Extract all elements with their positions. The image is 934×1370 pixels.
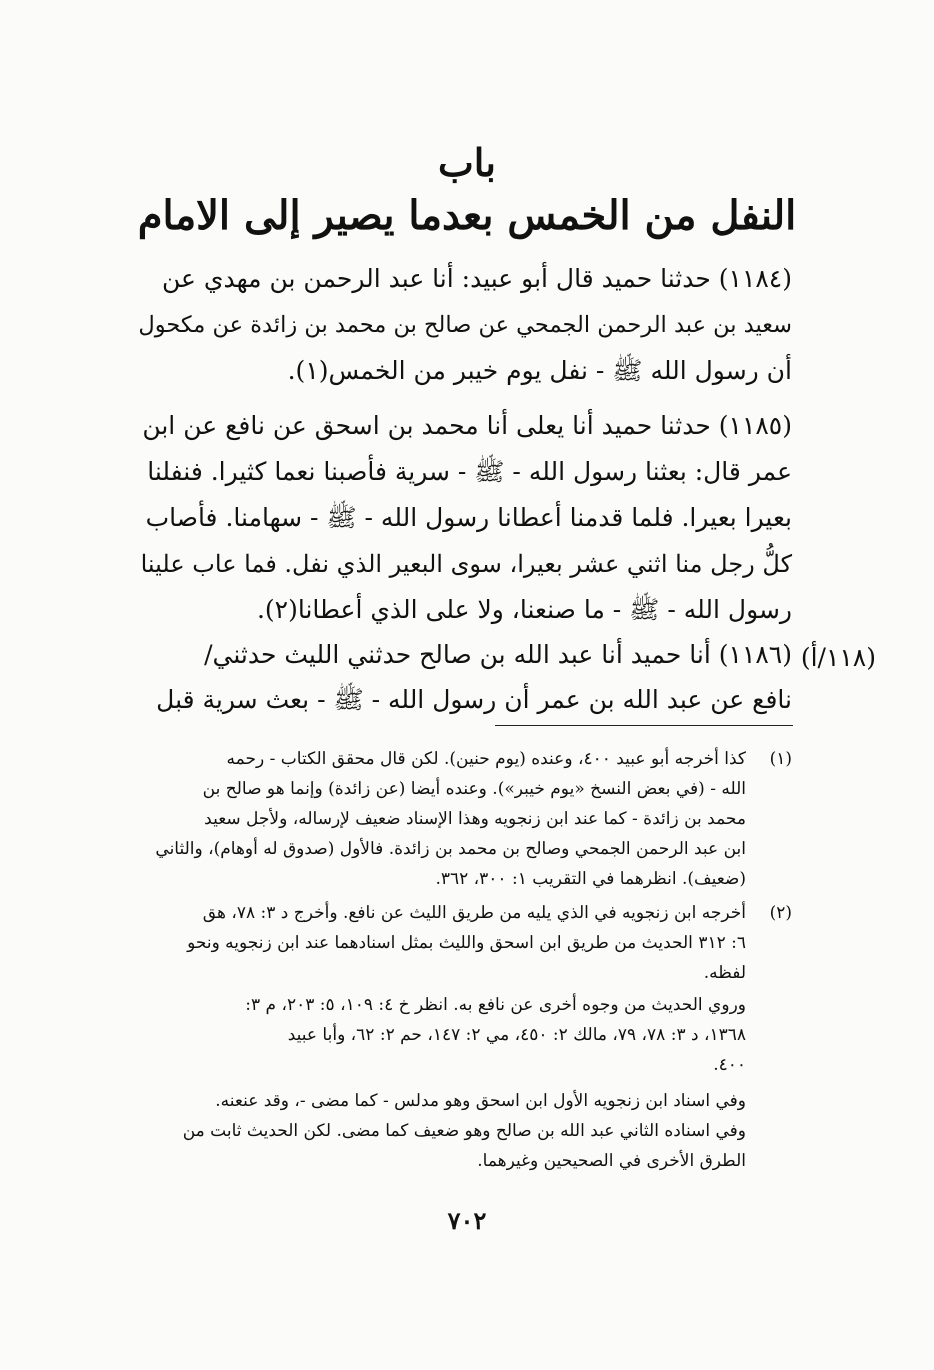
footnote-line: لفظه. [703,963,746,983]
footnote-line: وفي اسناده الثاني عبد الله بن صالح وهو ضعيف كما مضى. لكن الحديث ثابت من [182,1121,746,1141]
main-text-line: كلُّ رجل منا اثني عشر بعيرا، سوى البعير الذي نفل. فما عاب علينا [140,550,792,578]
page-number: ٧٠٢ [447,1206,487,1235]
chapter-title: النفل من الخمس بعدما يصير إلى الامام [137,192,797,239]
main-text-line: (١١٨٥) حدثنا حميد أنا يعلى أنا محمد بن اسحق عن نافع عن ابن [142,411,792,440]
main-text-line: بعيرا بعيرا. فلما قدمنا أعطانا رسول الله - ﷺ - سهامنا. فأصاب [145,503,792,532]
footnote-line: محمد بن زائدة - كما عند ابن زنجويه وهذا الإسناد ضعيف لإرساله، ولأجل سعيد [204,809,746,829]
footnote-line: أخرجه ابن زنجويه في الذي يليه من طريق الليث عن نافع. وأخرج د ٣: ٧٨، هق [202,903,746,923]
chapter-heading: باب [438,140,496,185]
main-text-line: عمر قال: بعثنا رسول الله - ﷺ - سرية فأصبنا نعما كثيرا. فنفلنا [147,457,792,486]
footnote-line: ٤٠٠. [713,1055,746,1075]
main-text-line: (١١٨٤) حدثنا حميد قال أبو عبيد: أنا عبد الرحمن بن مهدي عن [162,264,792,293]
footnote-line: ٦: ٣١٢ الحديث من طريق ابن اسحق والليث بمثل اسنادهما عند ابن زنجويه ونحو [187,933,746,953]
footnote-line: الطرق الأخرى في الصحيحين وغيرهما. [477,1151,746,1171]
footnote-separator [495,725,793,726]
main-text-line: (١١٨٦) أنا حميد أنا عبد الله بن صالح حدثني الليث حدثني/ [204,640,792,669]
footnote-line: (ضعيف). انظرهما في التقريب ١: ٣٠٠، ٣٦٢. [435,869,746,889]
footnote-line: وفي اسناد ابن زنجويه الأول ابن اسحق وهو مدلس - كما مضى -، وقد عنعنه. [215,1091,746,1111]
main-text-line: رسول الله - ﷺ - ما صنعنا، ولا على الذي أعطانا(٢). [256,595,792,624]
manuscript-folio-note: (١١٨/أ) [800,643,876,672]
footnote-line: وروي الحديث من وجوه أخرى عن نافع به. انظر خ ٤: ١٠٩، ٥: ٢٠٣، م ٣: [245,995,746,1015]
main-text-line: أن رسول الله ﷺ - نفل يوم خيبر من الخمس(١). [287,356,792,385]
main-text-line: نافع عن عبد الله بن عمر أن رسول الله - ﷺ - بعث سرية قبل [156,685,792,714]
footnote-number: (٢) [769,903,792,923]
footnote-number: (١) [769,749,792,769]
footnote-line: ابن عبد الرحمن الجمحي وصالح بن محمد بن زائدة. فالأول (صدوق له أوهام)، والثاني [155,839,746,859]
footnote-line: كذا أخرجه أبو عبيد ٤٠٠، وعنده (يوم حنين). لكن قال محقق الكتاب - رحمه [226,749,746,769]
footnote-line: الله - (في بعض النسخ «يوم خيبر»). وعنده أيضا (عن زائدة) وإنما هو صالح بن [202,779,746,799]
main-text-line: سعيد بن عبد الرحمن الجمحي عن صالح بن محمد بن زائدة عن مكحول [138,312,792,338]
footnote-line: ١٣٦٨، د ٣: ٧٨، ٧٩، مالك ٢: ٤٥٠، مي ٢: ١٤٧، حم ٢: ٦٢، وأبا عبيد [287,1025,746,1045]
